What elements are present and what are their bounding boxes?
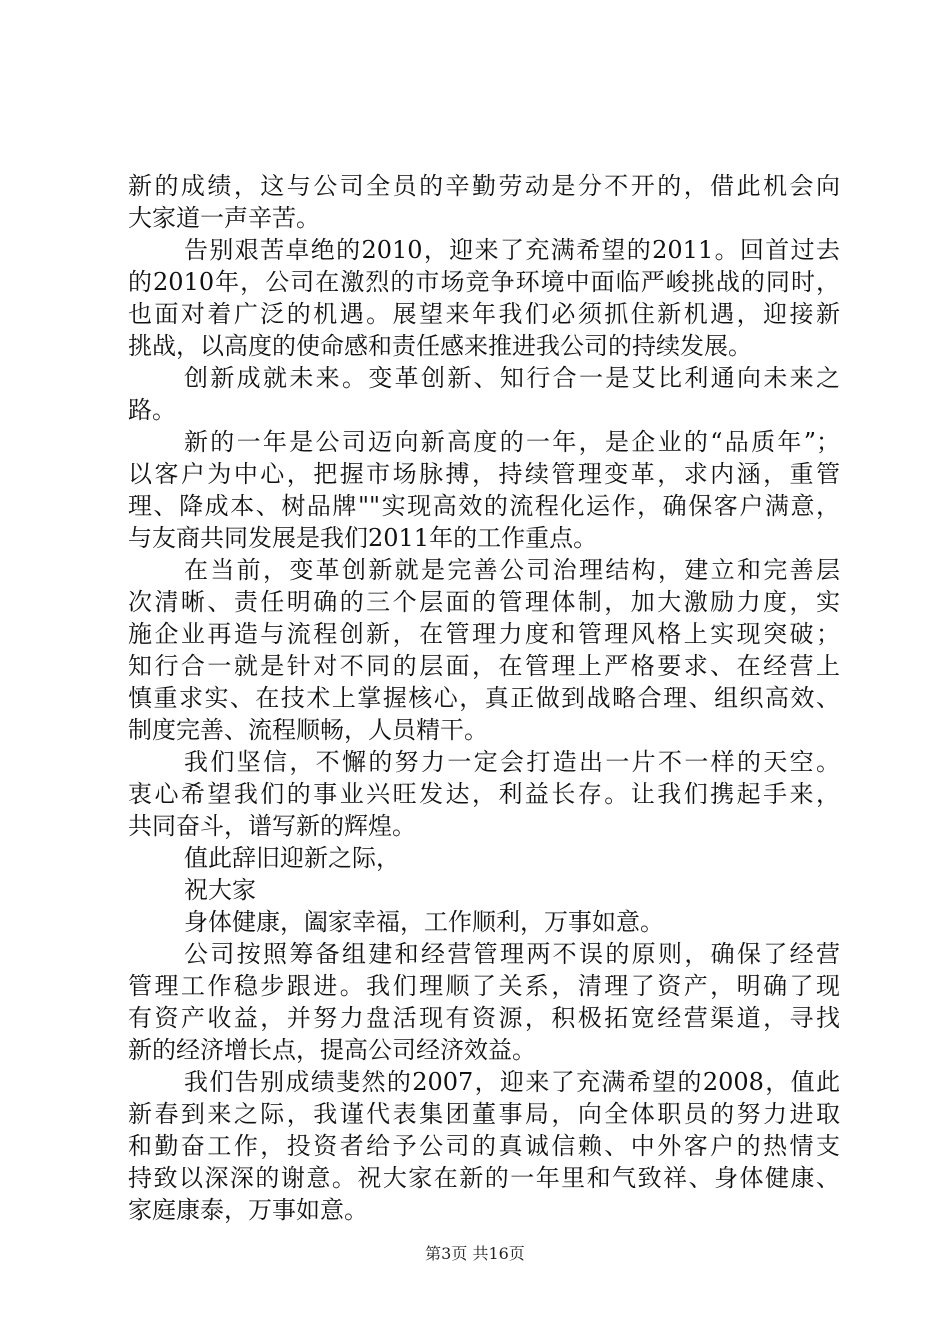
- text-line: 公司按照筹备组建和经营管理两不误的原则，确保了经营: [184, 940, 840, 968]
- text-line: 的2010年，公司在激烈的市场竞争环境中面临严峻挑战的同时，: [128, 268, 840, 296]
- text-line: 持致以深深的谢意。祝大家在新的一年里和气致祥、身体健康、: [128, 1164, 840, 1192]
- text-line: 挑战，以高度的使命感和责任感来推进我公司的持续发展。: [128, 332, 752, 360]
- text-line: 我们坚信，不懈的努力一定会打造出一片不一样的天空。: [184, 748, 840, 776]
- text-line: 衷心希望我们的事业兴旺发达，利益长存。让我们携起手来，: [128, 780, 840, 808]
- text-line: 共同奋斗，谱写新的辉煌。: [128, 812, 416, 840]
- text-line: 新春到来之际，我谨代表集团董事局，向全体职员的努力进取: [128, 1100, 840, 1128]
- text-line: 家庭康泰，万事如意。: [128, 1196, 368, 1224]
- text-line: 和勤奋工作，投资者给予公司的真诚信赖、中外客户的热情支: [128, 1132, 840, 1160]
- text-line: 身体健康，阖家幸福，工作顺利，万事如意。: [184, 908, 664, 936]
- document-body: [128, 170, 840, 1226]
- text-line: 慎重求实、在技术上掌握核心，真正做到战略合理、组织高效、: [128, 684, 840, 712]
- text-line: 管理工作稳步跟进。我们理顺了关系，清理了资产，明确了现: [128, 972, 840, 1000]
- text-line: 也面对着广泛的机遇。展望来年我们必须抓住新机遇，迎接新: [128, 300, 840, 328]
- text-line: 新的经济增长点，提高公司经济效益。: [128, 1036, 536, 1064]
- text-line: 次清晰、责任明确的三个层面的管理体制，加大激励力度，实: [128, 588, 840, 616]
- text-line: 路。: [128, 396, 176, 424]
- text-line: 大家道一声辛苦。: [128, 204, 320, 232]
- text-line: 我们告别成绩斐然的2007，迎来了充满希望的2008，值此: [184, 1068, 840, 1096]
- text-line: 新的成绩，这与公司全员的辛勤劳动是分不开的，借此机会向: [128, 172, 840, 200]
- text-line: 新的一年是公司迈向新高度的一年，是企业的“品质年”；: [184, 428, 840, 456]
- text-line: 与友商共同发展是我们2011年的工作重点。: [128, 524, 598, 552]
- text-line: 创新成就未来。变革创新、知行合一是艾比利通向未来之: [184, 364, 840, 392]
- text-line: 制度完善、流程顺畅，人员精干。: [128, 716, 488, 744]
- text-line: 有资产收益，并努力盘活现有资源，积极拓宽经营渠道，寻找: [128, 1004, 840, 1032]
- text-line: 以客户为中心，把握市场脉搏，持续管理变革，求内涵，重管: [128, 460, 840, 488]
- text-line: 在当前，变革创新就是完善公司治理结构，建立和完善层: [184, 556, 840, 584]
- text-line: 祝大家: [184, 876, 256, 904]
- text-line: 知行合一就是针对不同的层面，在管理上严格要求、在经营上: [128, 652, 840, 680]
- text-line: 理、降成本、树品牌""实现高效的流程化运作，确保客户满意，: [128, 492, 840, 520]
- text-line: 施企业再造与流程创新，在管理力度和管理风格上实现突破；: [128, 620, 840, 648]
- page-number-footer: 第3页 共16页: [425, 1244, 525, 1263]
- text-line: 值此辞旧迎新之际，: [184, 844, 400, 872]
- text-line: 告别艰苦卓绝的2010，迎来了充满希望的2011。回首过去: [184, 236, 840, 264]
